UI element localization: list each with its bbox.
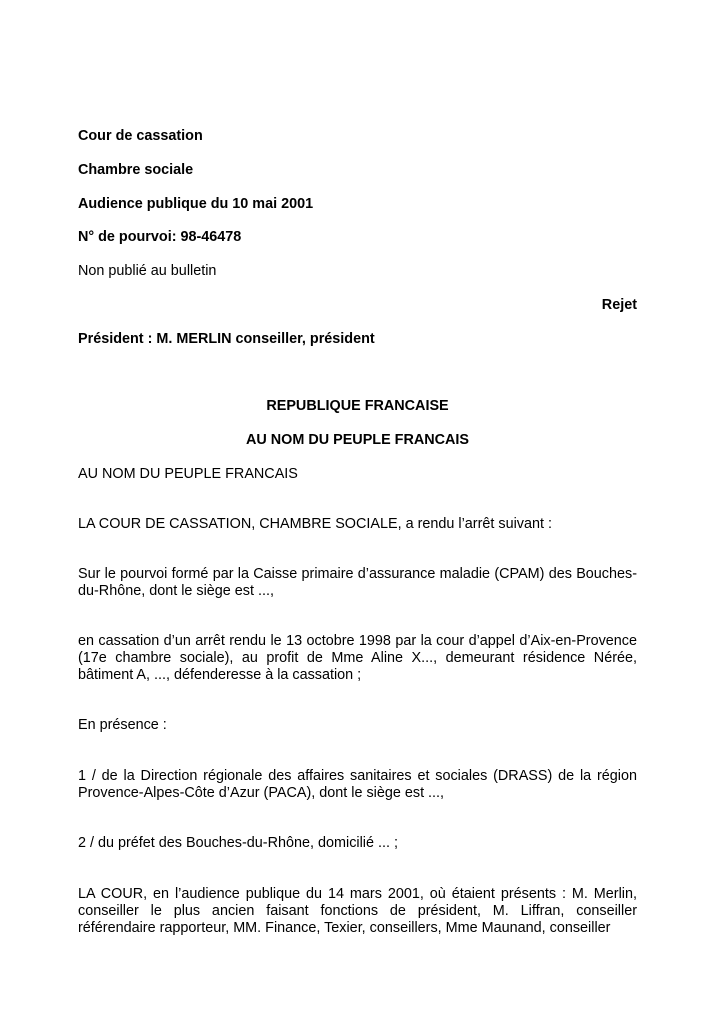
court-session-paragraph: LA COUR, en l’audience publique du 14 mars 2001, où étaient présents : M. Merlin, conseiller le plus ancien faisant fonctions de président, M. Liffran, conseiller référendaire rapporteur, MM. Finance, Texier, conseillers, Mme Maunand, conseiller	[78, 886, 637, 936]
people-title: AU NOM DU PEUPLE FRANCAIS	[245, 432, 470, 448]
party-one-paragraph: 1 / de la Direction régionale des affaires sanitaires et sociales (DRASS) de la région Provence-Alpes-Côte d’Azur (PACA), dont le siège est ...,	[78, 768, 637, 801]
intro-paragraph: LA COUR DE CASSATION, CHAMBRE SOCIALE, a rendu l’arrêt suivant :	[78, 516, 552, 532]
cassation-paragraph: en cassation d’un arrêt rendu le 13 octobre 1998 par la cour d’appel d’Aix-en-Provence (17e chambre sociale), au profit de Mme Aline X..., demeurant résidence Nérée, bâtiment A, ..., défenderesse à la cassation ;	[78, 633, 637, 683]
court-name: Cour de cassation	[78, 128, 203, 144]
president-line: Président : M. MERLIN conseiller, président	[78, 331, 375, 347]
hearing-date: Audience publique du 10 mai 2001	[78, 196, 314, 212]
appeal-number: N° de pourvoi: 98-46478	[78, 229, 242, 245]
appeal-paragraph: Sur le pourvoi formé par la Caisse primaire d’assurance maladie (CPAM) des Bouches-du-Rhône, dont le siège est ...,	[78, 566, 637, 599]
republic-title: REPUBLIQUE FRANCAISE	[266, 398, 449, 414]
decision-label: Rejet	[601, 297, 637, 313]
publication-status: Non publié au bulletin	[78, 263, 217, 279]
party-two-paragraph: 2 / du préfet des Bouches-du-Rhône, domicilié ... ;	[78, 835, 398, 851]
presence-paragraph: En présence :	[78, 717, 167, 733]
people-line: AU NOM DU PEUPLE FRANCAIS	[78, 466, 298, 482]
chamber-name: Chambre sociale	[78, 162, 194, 178]
